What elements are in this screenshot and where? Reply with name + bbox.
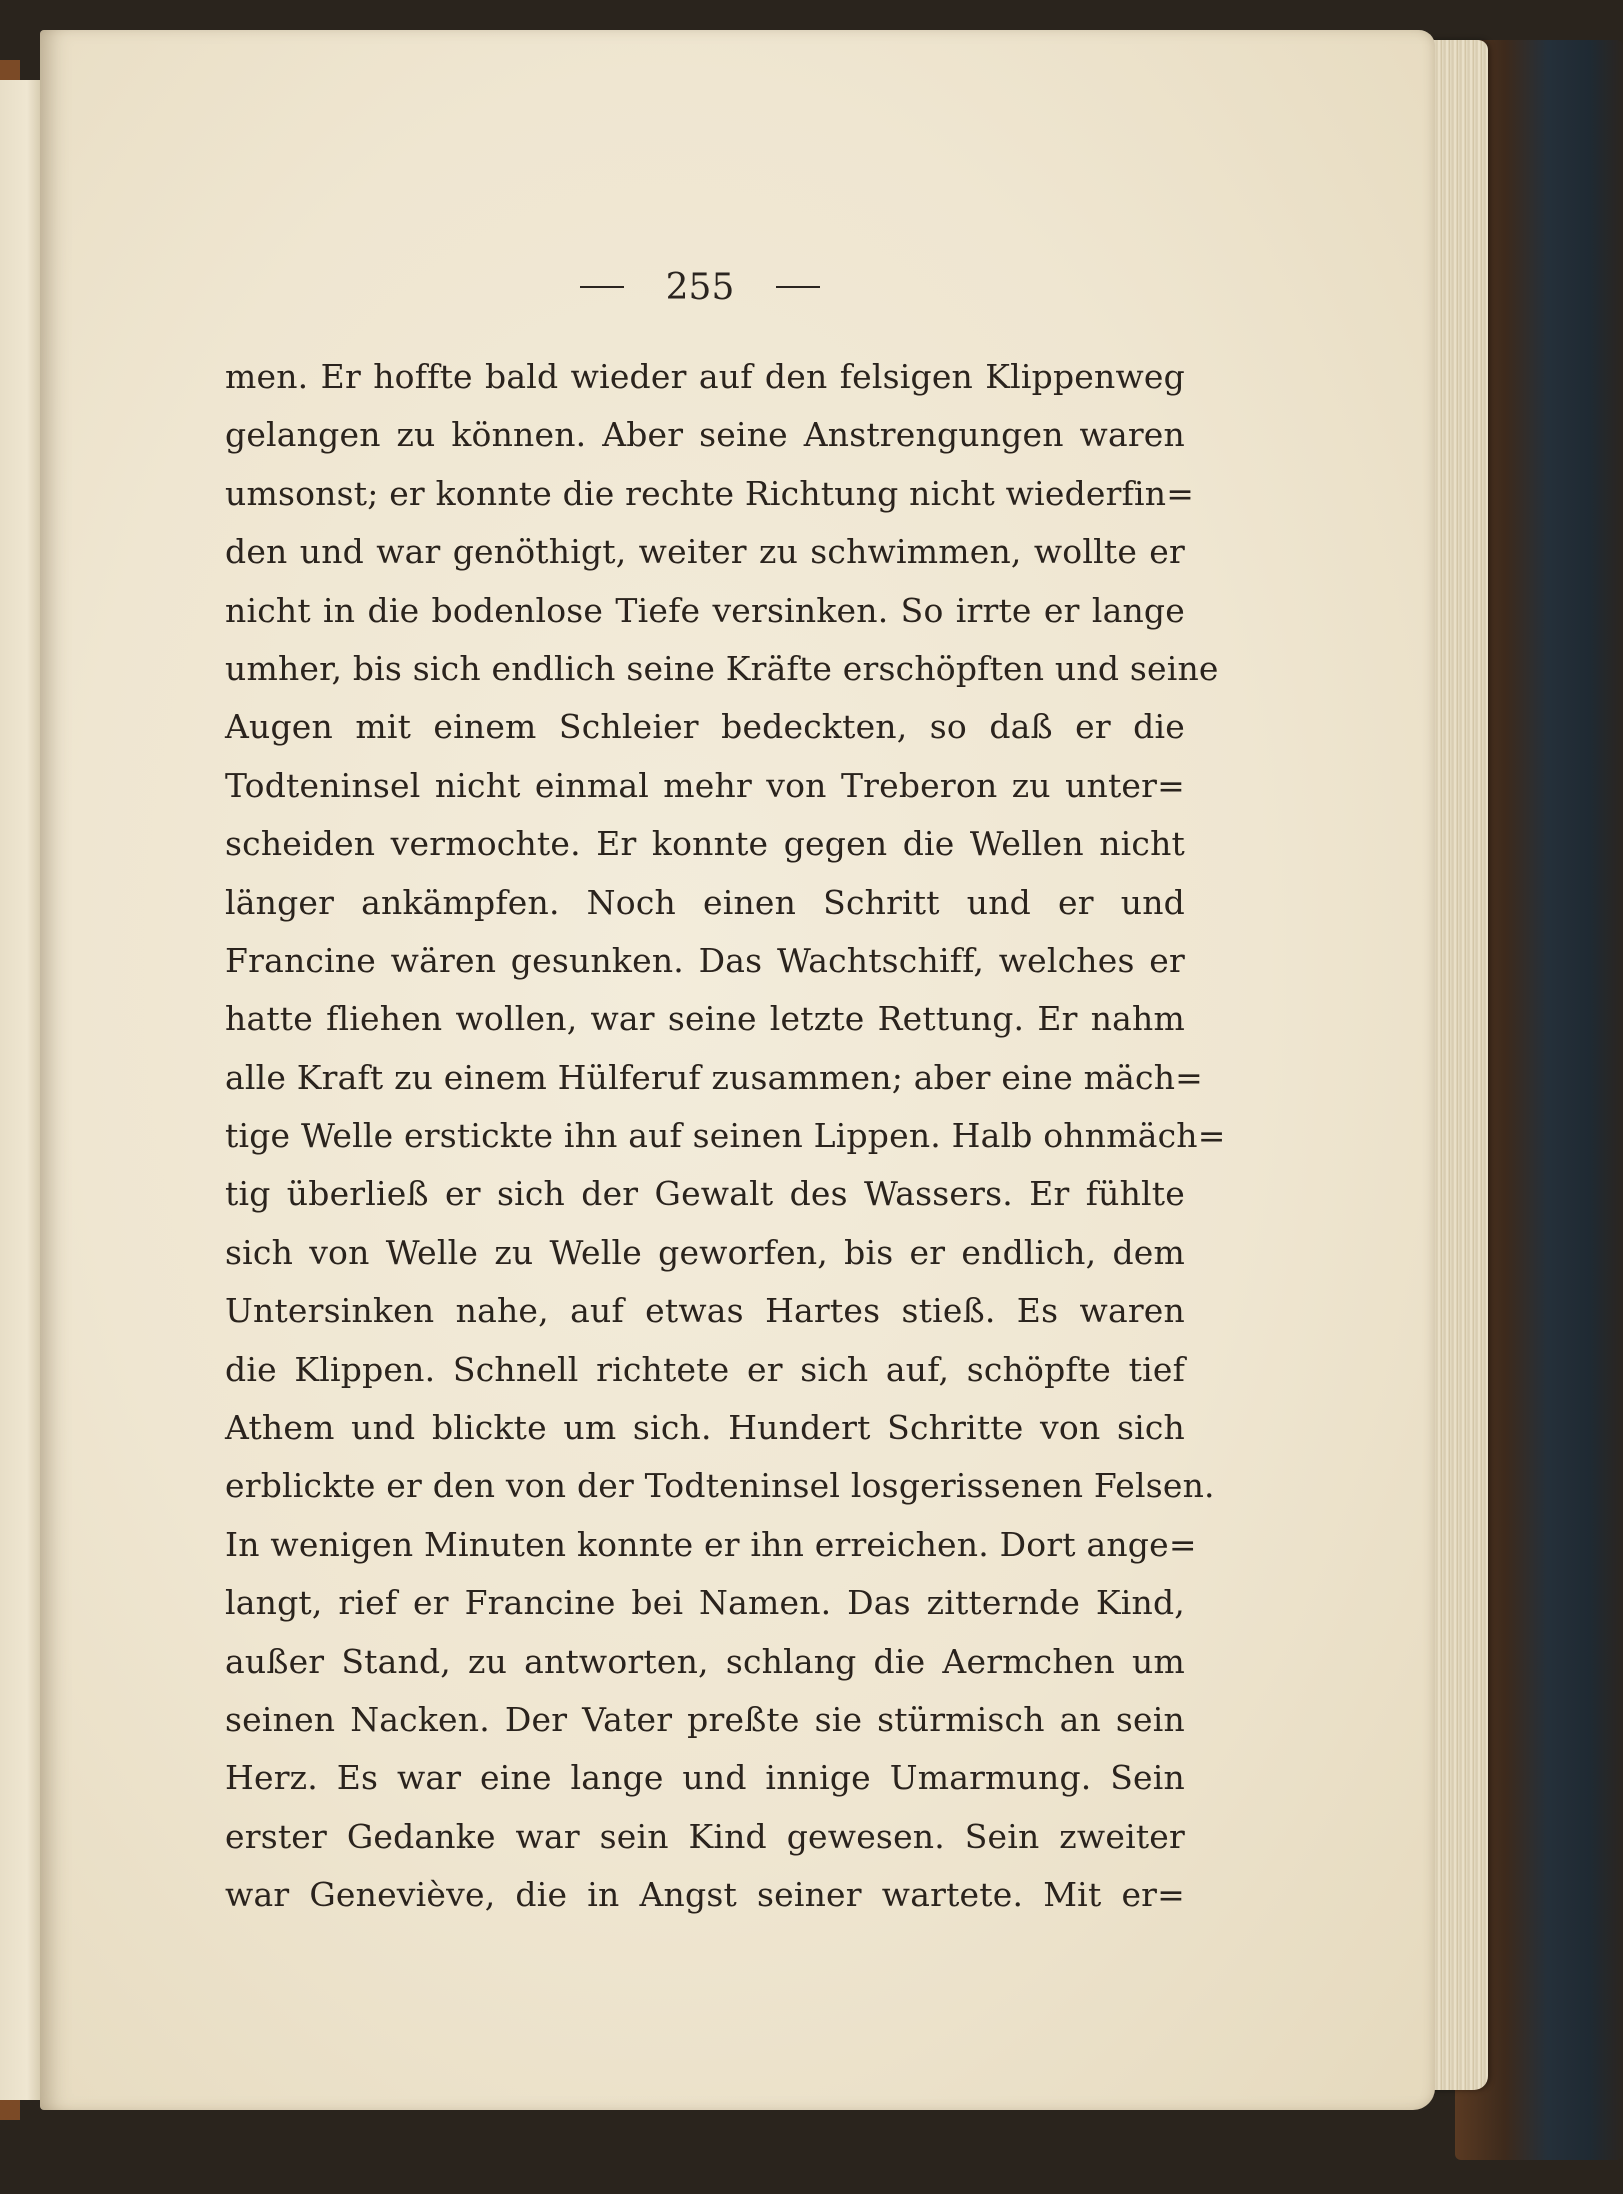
book-page xyxy=(40,30,1435,2110)
text-line: länger ankämpfen. Noch einen Schritt und er und xyxy=(225,882,1185,922)
text-line: gelangen zu können. Aber seine Anstrengungen waren xyxy=(225,415,1185,455)
text-line: men. Er hoffte bald wieder auf den felsigen Klippenweg xyxy=(225,357,1185,396)
text-line: außer Stand, zu antworten, schlang die Aermchen um xyxy=(225,1641,1185,1681)
page-header xyxy=(580,262,820,312)
text-line: sich von Welle zu Welle geworfen, bis er endlich, dem xyxy=(225,1232,1185,1272)
text-line: Francine wären gesunken. Das Wachtschiff, welches er xyxy=(225,940,1185,980)
text-line: tig überließ er sich der Gewalt des Wassers. Er fühlte xyxy=(225,1174,1185,1214)
text-line: erster Gedanke war sein Kind gewesen. Sein zweiter xyxy=(225,1816,1185,1856)
text-line: alle Kraft zu einem Hülferuf zusammen; aber eine mäch= xyxy=(225,1057,1204,1097)
text-line: Untersinken nahe, auf etwas Hartes stieß. Es waren xyxy=(225,1291,1185,1331)
text-line: umsonst; er konnte die rechte Richtung nicht wiederfin= xyxy=(225,473,1195,513)
text-line: scheiden vermochte. Er konnte gegen die Wellen nicht xyxy=(225,824,1185,864)
text-line: die Klippen. Schnell richtete er sich auf, schöpfte tief xyxy=(225,1349,1185,1389)
text-line: umher, bis sich endlich seine Kräfte erschöpften und seine xyxy=(225,648,1219,688)
page-number: 255 xyxy=(665,266,735,308)
text-line: Augen mit einem Schleier bedeckten, so daß er die xyxy=(225,707,1185,747)
text-line: langt, rief er Francine bei Namen. Das zitternde Kind, xyxy=(225,1583,1185,1623)
text-line: Athem und blickte um sich. Hundert Schritte von sich xyxy=(225,1408,1185,1448)
text-line: Herz. Es war eine lange und innige Umarmung. Sein xyxy=(225,1758,1185,1798)
header-dash-left xyxy=(580,286,624,288)
text-line: Todteninsel nicht einmal mehr von Treberon zu unter= xyxy=(225,765,1185,805)
text-line: den und war genöthigt, weiter zu schwimmen, wollte er xyxy=(225,532,1185,572)
text-line: seinen Nacken. Der Vater preßte sie stürmisch an sein xyxy=(225,1699,1185,1739)
text-line: war Geneviève, die in Angst seiner wartete. Mit er= xyxy=(225,1875,1185,1915)
left-page-edge xyxy=(0,80,45,2100)
body-text xyxy=(225,348,1226,1925)
header-dash-right xyxy=(776,286,820,288)
text-line: erblickte er den von der Todteninsel losgerissenen Felsen. xyxy=(225,1466,1215,1506)
text-line: hatte fliehen wollen, war seine letzte Rettung. Er nahm xyxy=(225,999,1185,1039)
text-line: tige Welle erstickte ihn auf seinen Lippen. Halb ohnmäch= xyxy=(225,1116,1226,1156)
text-line: In wenigen Minuten konnte er ihn erreichen. Dort ange= xyxy=(225,1524,1197,1564)
text-line: nicht in die bodenlose Tiefe versinken. So irrte er lange xyxy=(225,590,1185,630)
